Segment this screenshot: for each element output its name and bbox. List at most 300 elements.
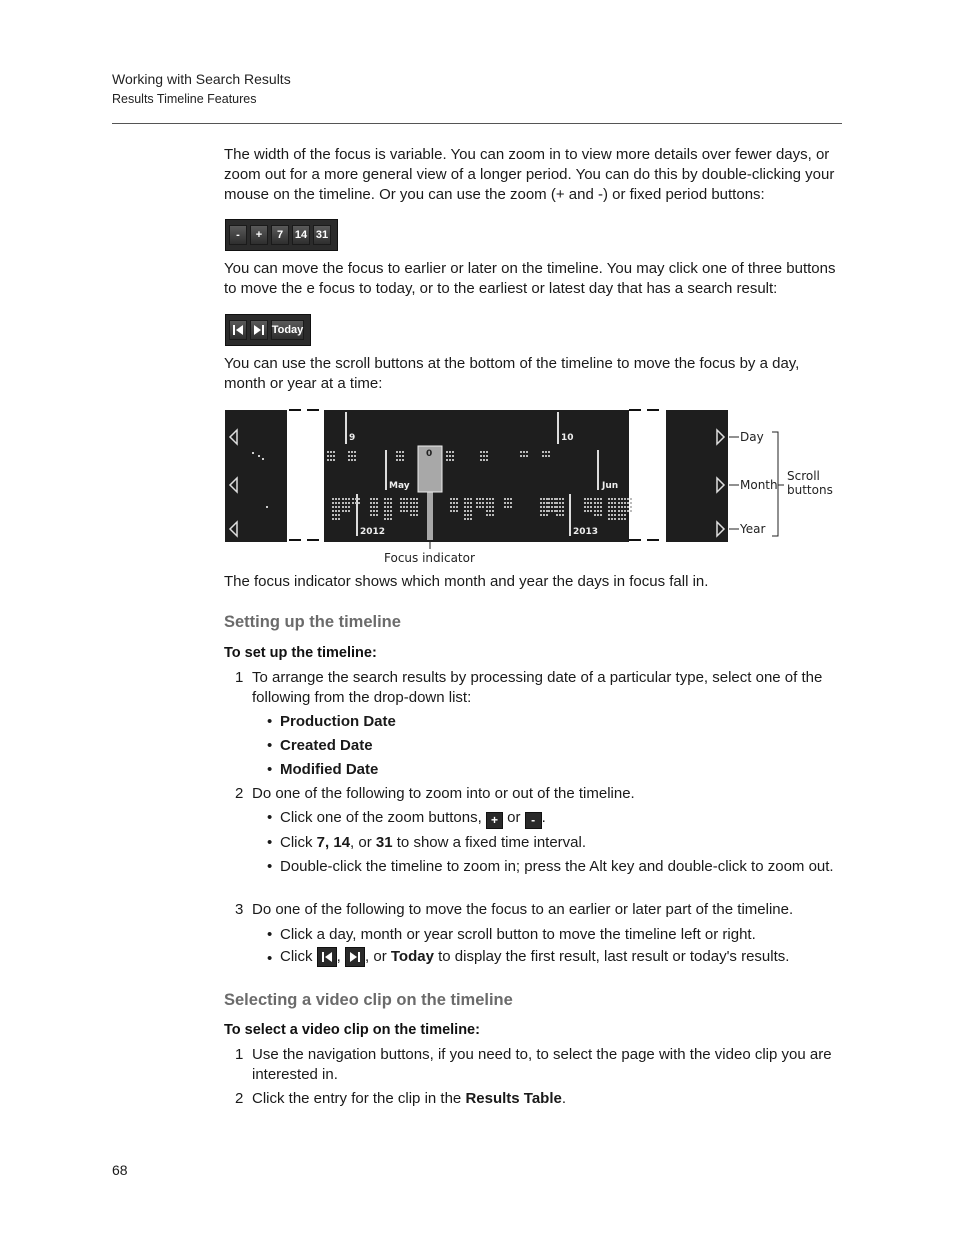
timeline-dot	[332, 506, 334, 508]
timeline-dot	[543, 498, 545, 500]
timeline-center-panel	[324, 410, 629, 542]
timeline-dot	[611, 514, 613, 516]
timeline-dot	[554, 502, 556, 504]
timeline-dot	[453, 498, 455, 500]
timeline-dot	[452, 455, 454, 457]
option-created-date: Created Date	[280, 737, 373, 754]
timeline-dot	[540, 506, 542, 508]
timeline-dot	[627, 510, 629, 512]
timeline-dot	[387, 518, 389, 520]
timeline-dot	[523, 451, 525, 453]
timeline-dot	[390, 502, 392, 504]
timeline-dot	[590, 498, 592, 500]
timeline-dot	[410, 502, 412, 504]
step-number: 2	[235, 1090, 244, 1107]
timeline-dot	[614, 502, 616, 504]
header-rule	[112, 123, 842, 124]
focus-indicator-label: Focus indicator	[384, 551, 475, 565]
timeline-dot	[345, 510, 347, 512]
timeline-dot	[486, 459, 488, 461]
timeline-dot	[399, 455, 401, 457]
timeline-dot	[335, 514, 337, 516]
timeline-dot	[402, 459, 404, 461]
timeline-dot	[449, 455, 451, 457]
timeline-dot	[387, 514, 389, 516]
timeline-dot	[354, 459, 356, 461]
bullet: •	[267, 926, 273, 943]
timeline-dot	[627, 498, 629, 500]
timeline-dot	[548, 510, 550, 512]
timeline-dot	[621, 506, 623, 508]
timeline-dot	[594, 510, 596, 512]
timeline-dot	[587, 506, 589, 508]
step-text: Use the navigation buttons, if you need to, to select the page with the video clip you are interested in.	[252, 1046, 832, 1083]
timeline-dot	[406, 502, 408, 504]
timeline-dot	[450, 502, 452, 504]
timeline-dot	[390, 506, 392, 508]
timeline-dot	[542, 451, 544, 453]
timeline-dot	[559, 502, 561, 504]
timeline-dot	[504, 506, 506, 508]
timeline-dot	[546, 498, 548, 500]
timeline-dot	[597, 510, 599, 512]
instruction-bold: 7, 14	[316, 834, 351, 851]
timeline-dot	[554, 510, 556, 512]
timeline-dot	[338, 498, 340, 500]
timeline-dot	[446, 459, 448, 461]
timeline-dot	[608, 506, 610, 508]
timeline-dot	[548, 498, 550, 500]
timeline-figure	[224, 406, 844, 571]
timeline-dot	[456, 502, 458, 504]
timeline-dot	[403, 506, 405, 508]
timeline-dot	[624, 498, 626, 500]
bullet: •	[267, 858, 273, 875]
timeline-dot	[548, 451, 550, 453]
timeline-dot	[594, 502, 596, 504]
instruction-text: .	[541, 809, 546, 826]
timeline-dot	[627, 506, 629, 508]
timeline-dot	[464, 502, 466, 504]
timeline-dot	[446, 455, 448, 457]
timeline-dot	[410, 510, 412, 512]
timeline-dot	[600, 514, 602, 516]
today-button: Today	[271, 320, 304, 340]
timeline-dot	[624, 510, 626, 512]
timeline-dot	[348, 455, 350, 457]
timeline-dot	[504, 502, 506, 504]
timeline-dot	[370, 510, 372, 512]
timeline-dot	[453, 510, 455, 512]
timeline-dot	[410, 506, 412, 508]
timeline-dot	[342, 506, 344, 508]
timeline-dot	[456, 498, 458, 500]
timeline-dot	[449, 459, 451, 461]
timeline-dot	[587, 498, 589, 500]
bullet: •	[267, 761, 273, 778]
timeline-dot	[413, 506, 415, 508]
timeline-dot	[453, 506, 455, 508]
timeline-dot	[373, 506, 375, 508]
timeline-dot	[410, 514, 412, 516]
timeline-dot	[562, 506, 564, 508]
timeline-dot	[453, 502, 455, 504]
instruction-text: Click one of the zoom buttons,	[280, 809, 482, 826]
timeline-dot	[335, 502, 337, 504]
timeline-dot	[467, 518, 469, 520]
timeline-dot	[338, 502, 340, 504]
timeline-dot	[384, 510, 386, 512]
timeline-dot	[355, 502, 357, 504]
timeline-dot	[450, 506, 452, 508]
timeline-dot	[608, 502, 610, 504]
intro-paragraph-focus: You can move the focus to earlier or later on the timeline. You may click one of three buttons to move the e focus to today, or to the earliest or latest day that has a search result:	[224, 260, 836, 297]
instruction-text: , or	[365, 948, 387, 965]
instruction-bold: Today	[390, 948, 434, 965]
timeline-dot	[345, 502, 347, 504]
timeline-dot	[562, 502, 564, 504]
timeline-dot	[556, 514, 558, 516]
timeline-dot	[351, 455, 353, 457]
step-number: 3	[235, 901, 244, 918]
timeline-dot	[545, 455, 547, 457]
timeline-dot	[543, 514, 545, 516]
timeline-dot	[355, 498, 357, 500]
timeline-dot	[348, 506, 350, 508]
period-31-button: 31	[313, 225, 331, 245]
timeline-dot	[416, 502, 418, 504]
timeline-dot	[614, 514, 616, 516]
timeline-dot	[545, 451, 547, 453]
first-result-icon	[229, 320, 247, 340]
timeline-dot	[486, 451, 488, 453]
running-header-section: Results Timeline Features	[112, 92, 257, 106]
timeline-dot	[390, 518, 392, 520]
timeline-dot	[621, 514, 623, 516]
bullet: •	[267, 834, 273, 851]
timeline-dot	[590, 502, 592, 504]
timeline-dot	[546, 502, 548, 504]
timeline-dot	[482, 506, 484, 508]
timeline-dot	[338, 518, 340, 520]
timeline-dot	[624, 514, 626, 516]
timeline-dot	[333, 451, 335, 453]
day-label: Day	[740, 430, 764, 444]
timeline-dot	[400, 498, 402, 500]
timeline-dot	[551, 506, 553, 508]
day-marker-10: 10	[561, 433, 574, 443]
timeline-dot	[630, 506, 632, 508]
timeline-dot	[464, 514, 466, 516]
procedure-title-setup: To set up the timeline:	[224, 645, 377, 661]
option-modified-date: Modified Date	[280, 761, 379, 778]
timeline-dot	[416, 506, 418, 508]
timeline-dot	[510, 498, 512, 500]
timeline-dot	[587, 502, 589, 504]
timeline-dot	[486, 498, 488, 500]
timeline-dot	[476, 498, 478, 500]
timeline-dot	[338, 514, 340, 516]
timeline-dot	[600, 502, 602, 504]
timeline-dot	[551, 502, 553, 504]
timeline-dot	[376, 510, 378, 512]
timeline-dot	[345, 498, 347, 500]
month-marker-may: May	[389, 481, 410, 491]
timeline-dot	[554, 506, 556, 508]
timeline-dot	[335, 506, 337, 508]
timeline-dot	[624, 502, 626, 504]
procedure-title-video-clip: To select a video clip on the timeline:	[224, 1022, 480, 1038]
timeline-dot	[492, 514, 494, 516]
timeline-dot	[548, 506, 550, 508]
timeline-dot	[556, 506, 558, 508]
timeline-dot	[396, 459, 398, 461]
timeline-dot	[333, 455, 335, 457]
timeline-dot	[600, 506, 602, 508]
timeline-dot	[373, 514, 375, 516]
timeline-dot	[351, 459, 353, 461]
timeline-dot	[510, 506, 512, 508]
timeline-dot	[332, 498, 334, 500]
timeline-dot	[590, 510, 592, 512]
section-heading-video-clip: Selecting a video clip on the timeline	[224, 991, 513, 1009]
timeline-dot	[376, 502, 378, 504]
timeline-dot	[450, 510, 452, 512]
timeline-dot	[621, 502, 623, 504]
timeline-left-panel	[225, 410, 287, 542]
timeline-dot	[614, 518, 616, 520]
timeline-dot	[387, 506, 389, 508]
timeline-dot	[332, 510, 334, 512]
timeline-dot	[559, 506, 561, 508]
timeline-dot	[387, 510, 389, 512]
timeline-dot	[482, 502, 484, 504]
timeline-dot	[486, 514, 488, 516]
timeline-dot	[562, 498, 564, 500]
timeline-dot	[470, 510, 472, 512]
timeline-dot	[590, 506, 592, 508]
timeline-dot	[608, 510, 610, 512]
focus-day-marker: 0	[426, 449, 433, 459]
timeline-dot	[416, 498, 418, 500]
timeline-dot	[403, 502, 405, 504]
timeline-dot	[464, 498, 466, 500]
focus-year-bar	[427, 492, 433, 540]
timeline-dot	[630, 502, 632, 504]
timeline-dot	[562, 510, 564, 512]
timeline-dot	[540, 514, 542, 516]
step-number: 1	[235, 669, 244, 686]
timeline-dot	[476, 506, 478, 508]
timeline-dot	[327, 455, 329, 457]
timeline-dot	[611, 510, 613, 512]
timeline-dot	[354, 451, 356, 453]
zoom-out-button: -	[229, 225, 247, 245]
double-click-instruction: Double-click the timeline to zoom in; press the Alt key and double-click to zoom out.	[280, 858, 834, 875]
results-table-instruction	[252, 1089, 844, 1109]
timeline-dot	[492, 506, 494, 508]
month-marker-jun: Jun	[602, 481, 619, 491]
zoom-in-button: +	[250, 225, 268, 245]
timeline-dot	[373, 502, 375, 504]
timeline-dot	[618, 498, 620, 500]
first-result-icon	[317, 947, 337, 967]
timeline-dot	[352, 498, 354, 500]
timeline-dot	[543, 510, 545, 512]
timeline-dot	[624, 518, 626, 520]
section-heading-setup: Setting up the timeline	[224, 613, 401, 631]
timeline-dot	[584, 506, 586, 508]
timeline-dot	[348, 510, 350, 512]
timeline-dot	[618, 502, 620, 504]
intro-paragraph-scroll: You can use the scroll buttons at the bottom of the timeline to move the focus by a day, month or year at a time:	[224, 355, 800, 392]
timeline-dot	[600, 498, 602, 500]
timeline-dot	[370, 506, 372, 508]
timeline-dot	[479, 506, 481, 508]
timeline-dot	[348, 498, 350, 500]
timeline-dot	[470, 514, 472, 516]
timeline-dot	[611, 506, 613, 508]
timeline-dot	[483, 455, 485, 457]
timeline-dot	[548, 502, 550, 504]
instruction-text: .	[561, 1090, 567, 1107]
timeline-dot	[452, 451, 454, 453]
timeline-dot	[399, 459, 401, 461]
timeline-dot	[390, 514, 392, 516]
timeline-dot	[618, 506, 620, 508]
day-marker-9: 9	[349, 433, 356, 443]
timeline-dot	[335, 510, 337, 512]
bullet: •	[267, 713, 273, 730]
instruction-text: Click	[280, 948, 313, 965]
intro-paragraph-focus-indicator: The focus indicator shows which month and year the days in focus fall in.	[224, 573, 709, 590]
timeline-dot	[338, 506, 340, 508]
plus-icon: +	[486, 812, 503, 829]
timeline-dot	[624, 506, 626, 508]
timeline-dot	[608, 514, 610, 516]
timeline-dot	[449, 451, 451, 453]
period-7-button: 7	[271, 225, 289, 245]
timeline-dot	[584, 498, 586, 500]
instruction-text: ,	[336, 948, 341, 965]
bullet: •	[267, 950, 273, 967]
timeline-dot	[402, 455, 404, 457]
zoom-toolbar-image	[225, 219, 338, 251]
period-14-button: 14	[292, 225, 310, 245]
timeline-dot	[327, 459, 329, 461]
instruction-text: or	[507, 809, 521, 826]
timeline-dot	[406, 498, 408, 500]
timeline-dot	[467, 514, 469, 516]
timeline-dot	[399, 451, 401, 453]
timeline-dot	[384, 518, 386, 520]
timeline-dot	[376, 514, 378, 516]
timeline-dot	[621, 510, 623, 512]
timeline-dot	[486, 455, 488, 457]
year-marker-2013: 2013	[573, 527, 599, 537]
timeline-dot	[492, 510, 494, 512]
timeline-dot	[403, 510, 405, 512]
timeline-illustration	[224, 406, 844, 571]
timeline-dot	[584, 510, 586, 512]
timeline-dot	[464, 506, 466, 508]
timeline-dot	[342, 498, 344, 500]
timeline-dot	[543, 506, 545, 508]
timeline-dot	[342, 502, 344, 504]
timeline-dot	[370, 498, 372, 500]
timeline-dot	[413, 510, 415, 512]
timeline-dot	[492, 498, 494, 500]
timeline-dot	[486, 502, 488, 504]
timeline-dot	[332, 518, 334, 520]
step-text: To arrange the search results by processing date of a particular type, select one of the following from the drop-down list:	[252, 669, 823, 706]
timeline-dot	[400, 506, 402, 508]
step-number: 1	[235, 1046, 244, 1063]
timeline-dot	[396, 451, 398, 453]
timeline-dot	[486, 506, 488, 508]
instruction-bold: Results Table	[465, 1090, 562, 1107]
instruction-text: to display the first result, last result or today's results.	[438, 948, 790, 965]
timeline-dot	[480, 455, 482, 457]
bullet: •	[267, 809, 273, 826]
timeline-dot	[510, 502, 512, 504]
timeline-dot	[483, 459, 485, 461]
timeline-dot	[358, 502, 360, 504]
timeline-dot	[384, 514, 386, 516]
timeline-dot	[373, 498, 375, 500]
timeline-dot	[332, 514, 334, 516]
timeline-dot	[354, 455, 356, 457]
timeline-dot	[464, 518, 466, 520]
timeline-dot	[384, 502, 386, 504]
timeline-dot	[507, 498, 509, 500]
timeline-dot	[621, 498, 623, 500]
timeline-dot	[542, 455, 544, 457]
timeline-dot	[621, 518, 623, 520]
step-text: Do one of the following to move the focus to an earlier or later part of the timeline.	[252, 901, 794, 918]
timeline-dot	[618, 514, 620, 516]
timeline-dot	[384, 498, 386, 500]
timeline-dot	[483, 451, 485, 453]
timeline-dot	[402, 451, 404, 453]
timeline-dot	[559, 514, 561, 516]
timeline-dot	[504, 498, 506, 500]
timeline-dot	[597, 502, 599, 504]
timeline-dot	[345, 506, 347, 508]
timeline-dot	[597, 498, 599, 500]
timeline-dot	[327, 451, 329, 453]
timeline-dot	[554, 498, 556, 500]
timeline-dot	[335, 518, 337, 520]
timeline-dot	[594, 506, 596, 508]
timeline-dot	[384, 506, 386, 508]
timeline-dot	[467, 506, 469, 508]
timeline-dot	[611, 502, 613, 504]
timeline-dot	[479, 498, 481, 500]
timeline-dot	[467, 510, 469, 512]
timeline-dot	[403, 498, 405, 500]
timeline-dot	[630, 498, 632, 500]
timeline-dot	[551, 510, 553, 512]
timeline-dot	[597, 506, 599, 508]
timeline-dot	[551, 498, 553, 500]
timeline-dot	[390, 510, 392, 512]
timeline-dot	[456, 510, 458, 512]
timeline-dot	[489, 510, 491, 512]
timeline-dot	[540, 510, 542, 512]
timeline-dot	[600, 510, 602, 512]
timeline-dot	[587, 510, 589, 512]
